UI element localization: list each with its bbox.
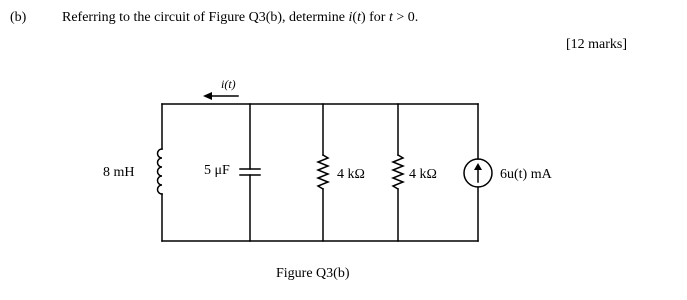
resistor-1-symbol [318, 104, 328, 241]
inductor-label: 8 mH [103, 165, 135, 180]
figure-caption: Figure Q3(b) [276, 266, 350, 281]
current-label: i(t) [221, 77, 236, 91]
resistor-1-label: 4 kΩ [337, 167, 365, 182]
question-label: (b) [10, 10, 27, 25]
inductor-symbol [158, 104, 163, 241]
question-text: Referring to the circuit of Figure Q3(b), determine i(t) for t > 0. [62, 10, 419, 25]
question-current-var: i [348, 10, 353, 25]
capacitor-label: 5 μF [204, 163, 230, 178]
resistor-2-label: 4 kΩ [409, 167, 437, 182]
current-source-arrow-head [474, 163, 482, 170]
question-time-arg: t [357, 10, 361, 25]
capacitor-symbol [240, 104, 260, 241]
marks-label: [12 marks] [566, 37, 628, 52]
current-source-symbol [464, 104, 492, 241]
resistor-2-symbol [393, 104, 403, 241]
source-label: 6u(t) mA [500, 167, 552, 182]
question-time-var: t [388, 10, 393, 25]
question-text-mid: for [365, 10, 389, 25]
current-arrow-head [203, 92, 212, 100]
question-condition: > 0. [392, 10, 419, 25]
question-text-prefix: Referring to the circuit of Figure Q3(b), determine [62, 10, 349, 25]
